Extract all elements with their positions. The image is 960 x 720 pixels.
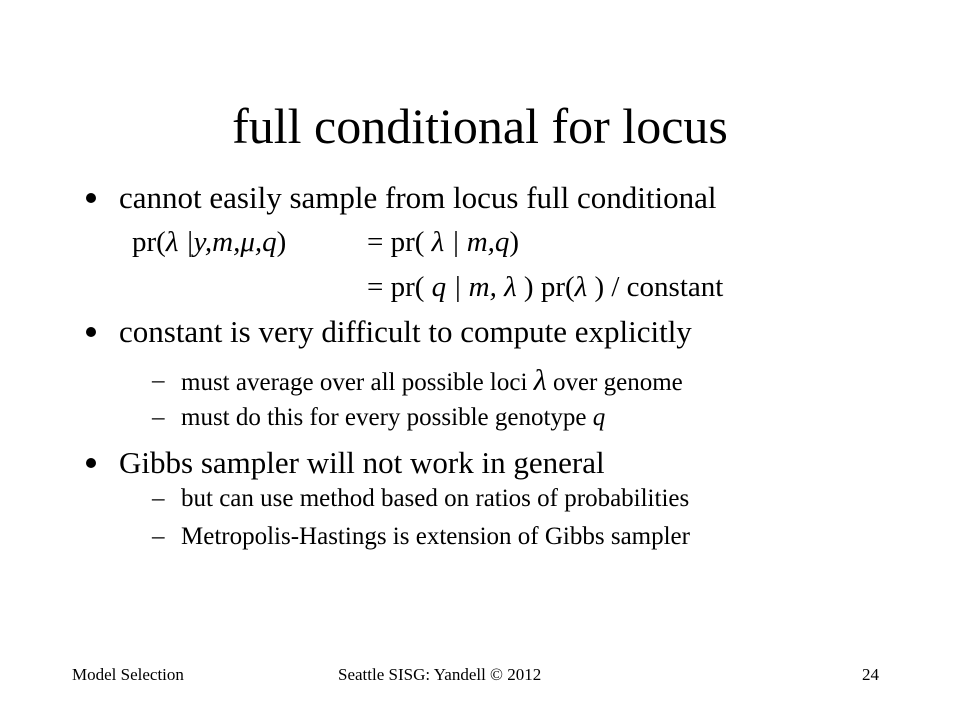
sub-item <box>152 403 606 433</box>
formula-line-1 <box>132 225 286 259</box>
lambda-symbol: λ <box>504 271 517 303</box>
dash-marker: – <box>152 367 165 394</box>
slide-title: full conditional for locus <box>232 98 728 154</box>
bullet-text: constant is very difficult to compute explicitly <box>119 314 692 349</box>
sub-item <box>152 364 683 397</box>
formula-text: | m,q <box>451 226 510 258</box>
bullet-dot-icon <box>86 458 96 468</box>
formula-text: ) <box>276 226 287 258</box>
formula-line-1-rhs <box>367 225 519 259</box>
formula-line-2 <box>367 270 723 304</box>
bullet-text: Gibbs sampler will not work in general <box>119 445 605 480</box>
page-number: 24 <box>862 665 879 684</box>
footer-center: Seattle SISG: Yandell © 2012 <box>338 665 542 684</box>
formula-text: ) <box>509 226 520 258</box>
formula-text: = pr( <box>367 226 425 258</box>
genotype-q: q <box>592 404 606 431</box>
dash-marker: – <box>152 485 165 512</box>
bullet-dot-icon <box>86 327 96 337</box>
sub-item-text: Metropolis-Hastings is extension of Gibbs sampler <box>181 523 690 550</box>
lambda-symbol: λ <box>533 364 547 397</box>
sub-item-text: must average over all possible loci λ over genome <box>181 364 683 397</box>
formula-text: |y,m,μ,q <box>185 226 277 258</box>
bullet-text: cannot easily sample from locus full conditional <box>119 180 717 215</box>
sub-item-text: but can use method based on ratios of probabilities <box>181 485 690 512</box>
formula-text: ) pr( <box>523 271 575 303</box>
formula-text: = pr( <box>367 271 425 303</box>
formula-text: ) / constant <box>594 271 724 303</box>
sub-item-text: must do this for every possible genotype q <box>181 404 606 431</box>
dash-marker: – <box>152 404 165 431</box>
bullet-dot-icon <box>86 193 96 203</box>
formula-text: q <box>431 271 447 303</box>
lambda-symbol: λ <box>165 226 179 258</box>
sub-item <box>152 484 690 514</box>
lambda-symbol: λ <box>431 226 445 258</box>
footer-left: Model Selection <box>72 665 184 684</box>
formula-text: pr( <box>132 226 166 258</box>
formula-text: | m, <box>453 271 497 303</box>
sub-item <box>152 522 690 552</box>
dash-marker: – <box>152 523 165 550</box>
lambda-symbol: λ <box>574 271 588 303</box>
